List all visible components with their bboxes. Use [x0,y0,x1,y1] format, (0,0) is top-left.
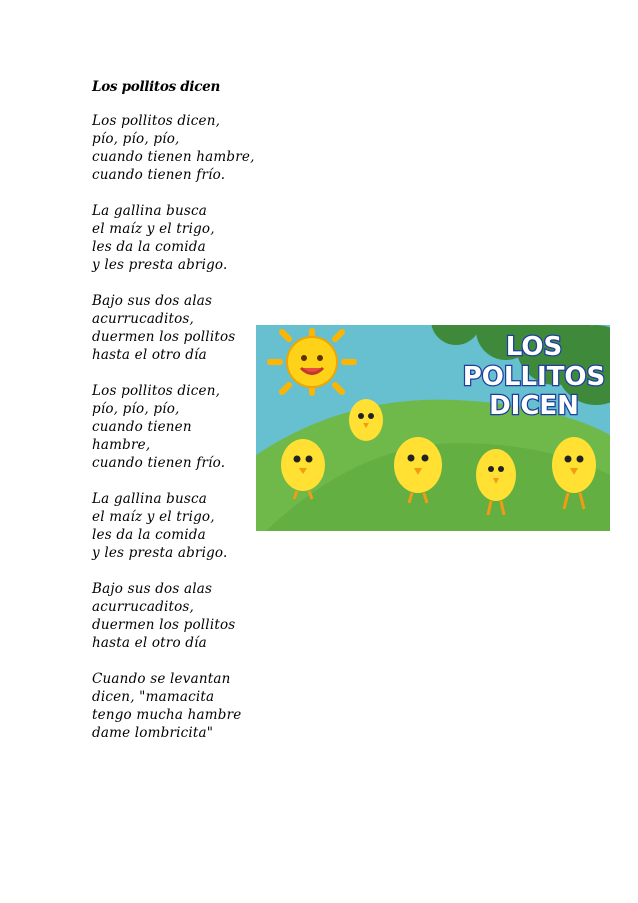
poem-line: les da la comida [92,239,206,255]
poem-line: duermen los pollitos [92,617,236,633]
poem-line: acurrucaditos, [92,599,195,615]
poem-title: Los pollitos dicen [92,79,220,95]
poem-line: Bajo sus dos alas [92,293,213,309]
poem-stanza [92,112,292,184]
poem-line: Bajo sus dos alas [92,581,213,597]
poem-line: dame lombricita" [92,725,214,741]
poem-line: acurrucaditos, [92,311,195,327]
poem-line: dicen, "mamacita [92,689,215,705]
poem-line: pío, pío, pío, [92,401,180,417]
poem-stanza [92,202,292,274]
poem-line: cuando tienen frío. [92,167,226,183]
los-pollitos-dicen-illustration [256,325,610,531]
illustration-title-line: DICEN [489,391,579,421]
illustration-title-line: LOS [505,332,563,362]
poem-line: hasta el otro día [92,347,207,363]
poem-line: duermen los pollitos [92,329,236,345]
poem-line: cuando tienen [92,419,192,435]
poem-line: tengo mucha hambre [92,707,242,723]
poem-line: el maíz y el trigo, [92,221,215,237]
poem-line: les da la comida [92,527,206,543]
poem-line: Los pollitos dicen, [92,113,221,129]
poem-stanza [92,670,292,742]
illustration-title-line: POLLITOS [462,362,606,392]
poem-line: cuando tienen hambre, [92,149,255,165]
poem-line: La gallina busca [92,491,208,507]
poem-line: La gallina busca [92,203,208,219]
poem-line: y les presta abrigo. [92,257,228,273]
poem-line: el maíz y el trigo, [92,509,215,525]
poem-line: Cuando se levantan [92,671,231,687]
poem-line: y les presta abrigo. [92,545,228,561]
poem-line: Los pollitos dicen, [92,383,221,399]
poem-line: cuando tienen frío. [92,455,226,471]
chick-1 [349,399,383,441]
poem-line: pío, pío, pío, [92,131,180,147]
poem-line: hasta el otro día [92,635,207,651]
poem-stanza [92,580,292,652]
poem-line: hambre, [92,437,151,453]
